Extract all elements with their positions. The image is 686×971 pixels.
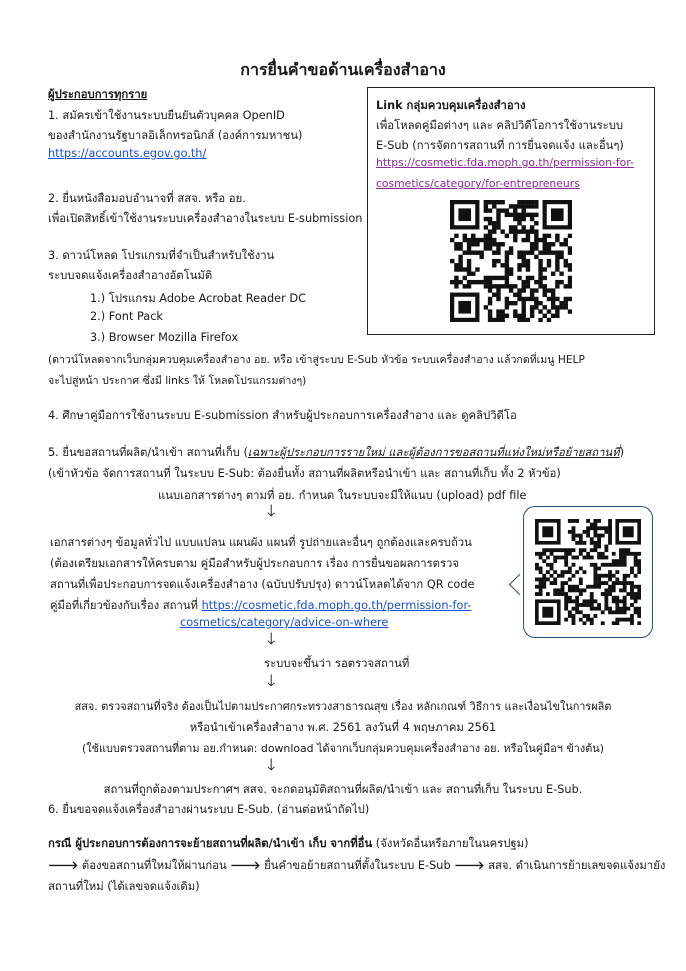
- section-heading-all-operators: ผู้ประกอบการทุกราย: [48, 88, 148, 101]
- docs-line3: สถานที่เพื่อประกอบการจดแจ้งเครื่องสำอาง (ฉบับปรับปรุง) ดาวน์โหลดได้จาก QR code: [50, 578, 475, 591]
- step2-line1: 2. ยื่นหนังสือมอบอำนาจที่ สสจ. หรือ อย.: [48, 192, 246, 205]
- step5-line1: 5. ยื่นขอสถานที่ผลิต/นำเข้า สถานที่เก็บ (เฉพาะผู้ประกอบการรายใหม่ และผู้ต้องการขอสถานที่แห่งใหม่หรือย้ายสถานที่): [48, 446, 625, 459]
- program-item: 3.) Browser Mozilla Firefox: [90, 331, 239, 344]
- program-item: 2.) Font Pack: [90, 310, 163, 323]
- link-box-line1: เพื่อโหลดคู่มือต่างๆ และ คลิปวิดีโอการใช้งานระบบ: [376, 119, 624, 132]
- relocation-line2: สถานที่ใหม่ (ได้เลขจดแจ้งเดิม): [48, 880, 200, 893]
- inspect-line3: (ใช้แบบตรวจสถานที่ตาม อย.กำหนด: download ได้จากเว็บกลุ่มควบคุมเครื่องสำอาง อย. หรือในคู่มือฯ ข้างต้น): [81, 742, 604, 755]
- entrepreneurs-link-line1[interactable]: https://cosmetic.fda.moph.go.th/permission-for-: [376, 156, 634, 169]
- step1-line2: ของสำนักงานรัฐบาลอิเล็กทรอนิกส์ (องค์การมหาชน): [48, 129, 303, 142]
- relocation-step-b: ยื่นคำขอย้ายสถานที่ตั้งในระบบ E-Sub: [264, 859, 451, 872]
- program-item: 1.) โปรแกรม Adobe Acrobat Reader DC: [90, 292, 306, 305]
- down-arrow-icon: 🡓: [267, 755, 276, 774]
- docs-line1: เอกสารต่างๆ ข้อมูลทั่วไป แบบแปลน แผนผัง แผนที่ รูปถ่ายและอื่นๆ ถูกต้องและครบถ้วน: [50, 536, 472, 549]
- down-arrow-icon: 🡓: [267, 671, 276, 690]
- right-arrow-icon: 🡒: [48, 859, 79, 872]
- openid-link[interactable]: https://accounts.egov.go.th/: [48, 147, 207, 160]
- step6: 6. ยื่นขอจดแจ้งเครื่องสำอางผ่านระบบ E-Sub. (อ่านต่อหน้าถัดไป): [48, 803, 370, 816]
- link-box-heading: Link กลุ่มควบคุมเครื่องสำอาง: [376, 99, 526, 112]
- step5-condition: เฉพาะผู้ประกอบการรายใหม่ และผู้ต้องการขอสถานที่แห่งใหม่หรือย้ายสถานที่: [247, 446, 620, 459]
- link-box-line2: E-Sub (การจัดการสถานที่ การยื่นจดแจ้ง และอื่นๆ): [376, 139, 624, 152]
- docs-line4: คู่มือที่เกี่ยวข้องกับเรื่อง สถานที่ https://cosmetic.fda.moph.go.th/permission-for-: [50, 599, 472, 612]
- step3-line2: ระบบจดแจ้งเครื่องสำอางอัตโนมัติ: [48, 269, 213, 282]
- relocation-step-c: สสจ. ดำเนินการย้ายเลขจดแจ้งมายัง: [488, 859, 666, 872]
- right-arrow-icon: 🡒: [454, 859, 485, 872]
- step5-line2: (เข้าหัวข้อ จัดการสถานที่ ในระบบ E-Sub: ต้องยื่นทั้ง สถานที่ผลิตหรือนำเข้า และ สถานที่เก็บ ทั้ง 2 หัวข้อ): [48, 467, 561, 480]
- relocation-step-a: ต้องขอสถานที่ใหม่ให้ผ่านก่อน: [81, 859, 227, 872]
- qr-speech-bubble: [523, 506, 653, 638]
- step5-line3: แนบเอกสารต่างๆ ตามที่ อย. กำหนด ในระบบจะมีให้แนบ (upload) pdf file: [158, 489, 527, 502]
- link-box: [367, 87, 655, 335]
- inspect-line1: สสจ. ตรวจสถานที่จริง ต้องเป็นไปตามประกาศกระทรวงสาธารณสุข เรื่อง หลักเกณฑ์ วิธีการ และเงื่อนไขในการผลิต: [74, 700, 612, 713]
- qr-code-icon[interactable]: [450, 200, 572, 322]
- step3-line1: 3. ดาวน์โหลด โปรแกรมที่จำเป็นสำหรับใช้งาน: [48, 249, 275, 262]
- step3-note-line2: จะไปสู่หน้า ประกาศ ซึ่งมี links ให้ โหลดโปรแกรมต่างๆ): [48, 375, 307, 387]
- step2-line2: เพื่อเปิดสิทธิ์เข้าใช้งานระบบเครื่องสำอางในระบบ E-submission: [48, 212, 363, 225]
- qr-code-icon[interactable]: [535, 519, 641, 625]
- down-arrow-icon: 🡓: [267, 629, 276, 648]
- step4: 4. ศึกษาคู่มือการใช้งานระบบ E-submission สำหรับผู้ประกอบการเครื่องสำอาง และ ดูคลิปวิดีโอ: [48, 409, 517, 422]
- inspect-line2: หรือนำเข้าเครื่องสำอาง พ.ศ. 2561 ลงวันที่ 4 พฤษภาคม 2561: [189, 721, 497, 734]
- advice-on-where-link-line2[interactable]: cosmetics/category/advice-on-where: [180, 616, 389, 629]
- step3-note-line1: (ดาวน์โหลดจากเว็บกลุ่มควบคุมเครื่องสำอาง อย. หรือ เข้าสู่ระบบ E-Sub หัวข้อ ระบบเครื่องสำอาง แล้วกดที่เมนู HELP: [48, 354, 585, 366]
- docs-line2: (ต้องเตรียมเอกสารให้ครบตาม คู่มือสำหรับผู้ประกอบการ เรื่อง การยื่นขอผลการตรวจ: [50, 557, 459, 570]
- wait-status: ระบบจะขึ้นว่า รอตรวจสถานที่: [264, 657, 410, 670]
- approve-line: สถานที่ถูกต้องตามประกาศฯ สสจ. จะกดอนุมัติสถานที่ผลิต/นำเข้า และ สถานที่เก็บ ในระบบ E-Sub.: [103, 783, 583, 796]
- page-title: การยื่นคำขอด้านเครื่องสำอาง: [240, 60, 446, 79]
- down-arrow-icon: 🡓: [267, 501, 276, 520]
- relocation-heading: กรณี ผู้ประกอบการต้องการจะย้ายสถานที่ผลิต/นำเข้า เก็บ จากที่อื่น (จังหวัดอื่นหรือภายในนครปฐม): [48, 837, 529, 850]
- advice-on-where-link-line1[interactable]: https://cosmetic.fda.moph.go.th/permission-for-: [201, 599, 472, 612]
- relocation-steps: [48, 856, 665, 874]
- entrepreneurs-link-line2[interactable]: cosmetics/category/for-entrepreneurs: [376, 177, 580, 190]
- right-arrow-icon: 🡒: [230, 859, 261, 872]
- step1-line1: 1. สมัครเข้าใช้งานระบบยืนยันตัวบุคคล OpenID: [48, 109, 285, 122]
